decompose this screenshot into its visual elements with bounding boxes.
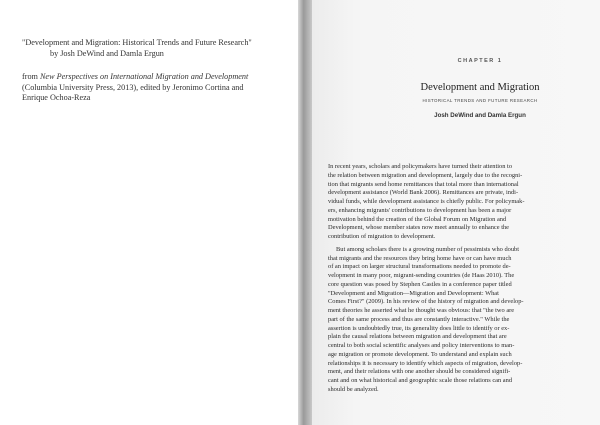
- chapter-title: Development and Migration: [420, 82, 540, 93]
- text-line: ment, and their relations with one another should be considered signifi-: [328, 368, 511, 376]
- text-line: age migration or promote development. To understand and explain such: [328, 350, 512, 358]
- text-line: central to both social scientific analyses and policy interventions to man-: [328, 342, 515, 349]
- text-line: plain the causal relations between migration and development that are: [328, 333, 507, 341]
- text-line: should be analyzed.: [328, 385, 379, 393]
- text-line: core question was posed by Stephen Castles in a conference paper titled: [328, 280, 512, 288]
- chapter-label: CHAPTER 1: [457, 58, 503, 64]
- text-line: Comes First?" (2009). In his review of the history of migration and develop-: [328, 298, 524, 306]
- text-line: the relation between migration and development, largely due to the recogni-: [328, 171, 523, 179]
- text-line: velopment in many poor, migrant-sending countries (de Haas 2010). The: [328, 272, 515, 279]
- source-book-title: New Perspectives on International Migration and Development: [39, 72, 249, 81]
- citation-title: "Development and Migration: Historical Trends and Future Research": [22, 38, 252, 47]
- text-line: vidual funds, while development assistance is chiefly public. For policymak-: [328, 198, 525, 205]
- chapter-authors: Josh DeWind and Damla Ergun: [434, 112, 526, 119]
- text-line: assertion is undoubtedly true, its generality does little to identify or ex-: [328, 324, 510, 332]
- chapter-subtitle: HISTORICAL TRENDS AND FUTURE RESEARCH: [422, 98, 538, 103]
- text-line: that migrants and the resources they bring home have or can have much: [328, 254, 512, 262]
- text-line: "Development and Migration—Migration and Development: What: [328, 289, 499, 297]
- text-line: ment theories he asserted what he thought was obvious: that "the two are: [328, 307, 515, 314]
- book-gutter: [298, 0, 312, 425]
- body-text: [328, 163, 594, 395]
- text-line: In recent years, scholars and policymakers have turned their attention to: [328, 163, 513, 170]
- text-line: tion that migrants send home remittances that total more than international: [328, 180, 519, 188]
- text-line: relationships it is necessary to identify which aspects of migration, develop-: [328, 359, 523, 367]
- text-line: cant and on what historical and geographic scale those relations can and: [328, 377, 513, 384]
- text-line: development assistance (World Bank 2006). Remittances are private, indi-: [328, 189, 519, 197]
- text-line: motivation behind the creation of the Global Forum on Migration and: [328, 215, 507, 223]
- text-line: contribution of migration to development.: [328, 233, 436, 240]
- paragraph-2: [328, 246, 594, 395]
- text-line: part of the same process and thus are constantly interactive." While the: [328, 315, 510, 323]
- text-line: Development, whose member states now meet annually to enhance the: [328, 224, 510, 232]
- citation: [22, 38, 292, 59]
- text-line: ers, enhancing migrants' contributions to development has been a major: [328, 206, 512, 214]
- text-line: of an impact on larger structural transformations needed to promote de-: [328, 263, 511, 271]
- citation-authors: by Josh DeWind and Damla Ergun: [50, 48, 164, 58]
- text-line: But among scholars there is a growing number of pessimists who doubt: [336, 245, 519, 253]
- source-prefix: from: [22, 72, 38, 81]
- right-page: [312, 0, 600, 425]
- source-editor: Enrique Ochoa-Reza: [22, 93, 91, 102]
- paragraph-1: [328, 163, 594, 242]
- source-publisher: (Columbia University Press, 2013), edited by Jeronimo Cortina and: [22, 82, 244, 92]
- source-note: [22, 72, 284, 104]
